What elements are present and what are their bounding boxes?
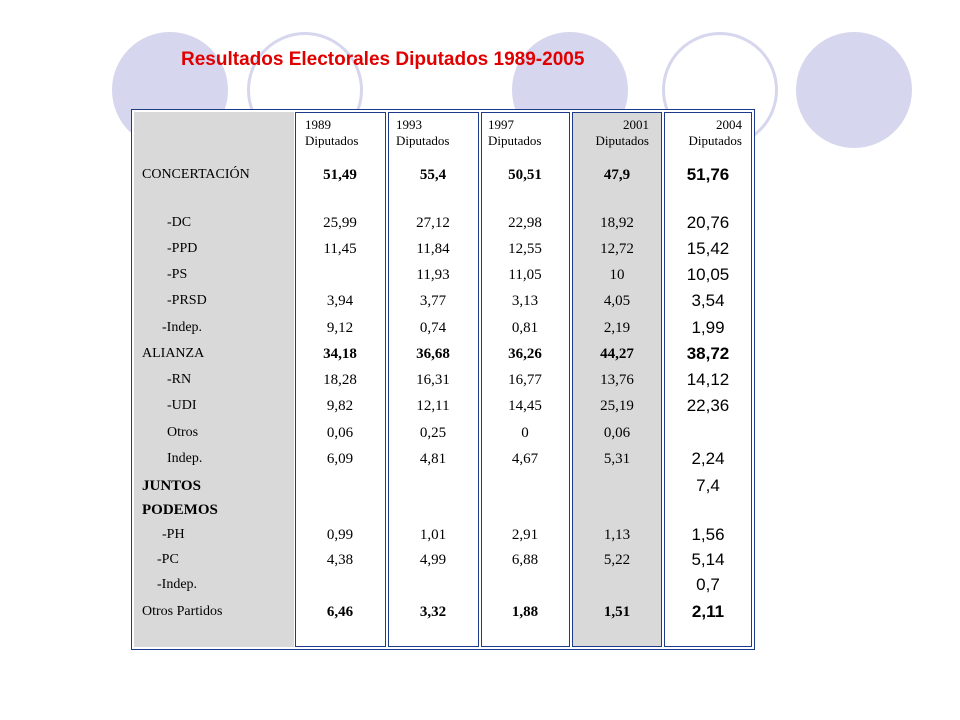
table-cell: 6,88 [511, 552, 539, 568]
row-label: -PRSD [167, 293, 207, 308]
table-cell: 51,76 [686, 165, 730, 184]
table-cell: 0,06 [326, 425, 354, 441]
table-cell: 18,92 [600, 215, 634, 231]
table-cell: 10 [609, 267, 625, 283]
row-label: -PPD [167, 241, 198, 256]
table-cell: 9,12 [326, 320, 354, 336]
table-cell: 25,99 [323, 215, 357, 231]
table-cell: 1,56 [691, 525, 725, 544]
table-cell: 38,72 [686, 344, 730, 363]
table-cell: 3,13 [511, 293, 539, 309]
table-cell: 44,27 [600, 346, 634, 362]
table-cell: 55,4 [419, 167, 447, 183]
table-cell: 11,45 [323, 241, 357, 257]
table-cell: 3,77 [419, 293, 447, 309]
table-cell: 47,9 [603, 167, 631, 183]
header-1997: 1997 Diputados [488, 117, 542, 148]
table-cell: 1,13 [603, 527, 631, 543]
table-cell: 5,31 [603, 451, 631, 467]
table-cell: 0,06 [603, 425, 631, 441]
table-cell: 11,84 [416, 241, 450, 257]
table-cell: 7,4 [696, 476, 720, 495]
table-cell: 1,88 [511, 604, 539, 620]
row-label: Indep. [167, 451, 203, 466]
row-label: -PC [157, 552, 179, 567]
header-1989: 1989 Diputados [305, 117, 359, 148]
table-cell: 0 [521, 425, 529, 441]
table-cell: 18,28 [323, 372, 357, 388]
row-label: -PS [167, 267, 188, 282]
table-cell: 4,05 [603, 293, 631, 309]
row-label: -RN [167, 372, 192, 387]
table-cell: 12,11 [416, 398, 450, 414]
page-title: Resultados Electorales Diputados 1989-2005 [181, 49, 585, 70]
row-label: ALIANZA [142, 346, 205, 361]
header-2001: 2001 Diputados [595, 117, 649, 148]
table-cell: 36,26 [508, 346, 542, 362]
table-cell: 13,76 [600, 372, 634, 388]
table-cell: 1,99 [691, 318, 725, 337]
row-label: PODEMOS [142, 502, 218, 518]
table-cell: 6,09 [326, 451, 354, 467]
table-cell: 1,51 [603, 604, 631, 620]
table-cell: 3,94 [326, 293, 354, 309]
table-cell: 0,7 [696, 575, 720, 594]
row-label: JUNTOS [142, 478, 201, 494]
table-cell: 0,81 [511, 320, 539, 336]
row-label: -DC [167, 215, 192, 230]
row-label: CONCERTACIÓN [142, 167, 250, 182]
table-cell: 6,46 [326, 604, 354, 620]
table-cell: 10,05 [686, 265, 730, 284]
table-cell: 2,91 [511, 527, 539, 543]
table-cell: 5,22 [603, 552, 631, 568]
table-cell: 27,12 [416, 215, 450, 231]
results-table [131, 109, 755, 650]
table-cell: 4,99 [419, 552, 447, 568]
header-2004: 2004 Diputados [688, 117, 742, 148]
table-cell: 15,42 [686, 239, 730, 258]
row-label: -Indep. [162, 320, 203, 335]
table-cell: 16,77 [508, 372, 542, 388]
row-label: Otros Partidos [142, 604, 223, 619]
table-cell: 9,82 [326, 398, 354, 414]
table-cell: 3,32 [419, 604, 447, 620]
table-cell: 4,38 [326, 552, 354, 568]
table-cell: 22,36 [686, 396, 730, 415]
table-cell: 36,68 [416, 346, 450, 362]
table-cell: 0,99 [326, 527, 354, 543]
row-label: Otros [167, 425, 199, 440]
header-1993: 1993 Diputados [396, 117, 450, 148]
table-cell: 0,74 [419, 320, 447, 336]
table-cell: 11,05 [508, 267, 542, 283]
table-cell: 14,45 [508, 398, 542, 414]
table-cell: 2,11 [691, 602, 725, 621]
row-label: -Indep. [157, 577, 198, 592]
table-cell: 4,67 [511, 451, 539, 467]
table-cell: 11,93 [416, 267, 450, 283]
table-cell: 4,81 [419, 451, 447, 467]
row-label: -UDI [167, 398, 197, 413]
table-cell: 50,51 [508, 167, 542, 183]
table-cell: 25,19 [600, 398, 634, 414]
table-cell: 34,18 [323, 346, 357, 362]
table-cell: 1,01 [419, 527, 447, 543]
table-cell: 5,14 [691, 550, 725, 569]
table-cell: 0,25 [419, 425, 447, 441]
table-cell: 2,24 [691, 449, 725, 468]
table-cell: 12,55 [508, 241, 542, 257]
table-cell: 3,54 [691, 291, 725, 310]
table-cell: 16,31 [416, 372, 450, 388]
table-cell: 22,98 [508, 215, 542, 231]
table-cell: 12,72 [600, 241, 634, 257]
row-label: -PH [162, 527, 185, 542]
table-cell: 14,12 [686, 370, 730, 389]
table-cell: 2,19 [603, 320, 631, 336]
decor-circle-5 [796, 32, 912, 148]
table-cell: 51,49 [323, 167, 357, 183]
table-cell: 20,76 [686, 213, 730, 232]
